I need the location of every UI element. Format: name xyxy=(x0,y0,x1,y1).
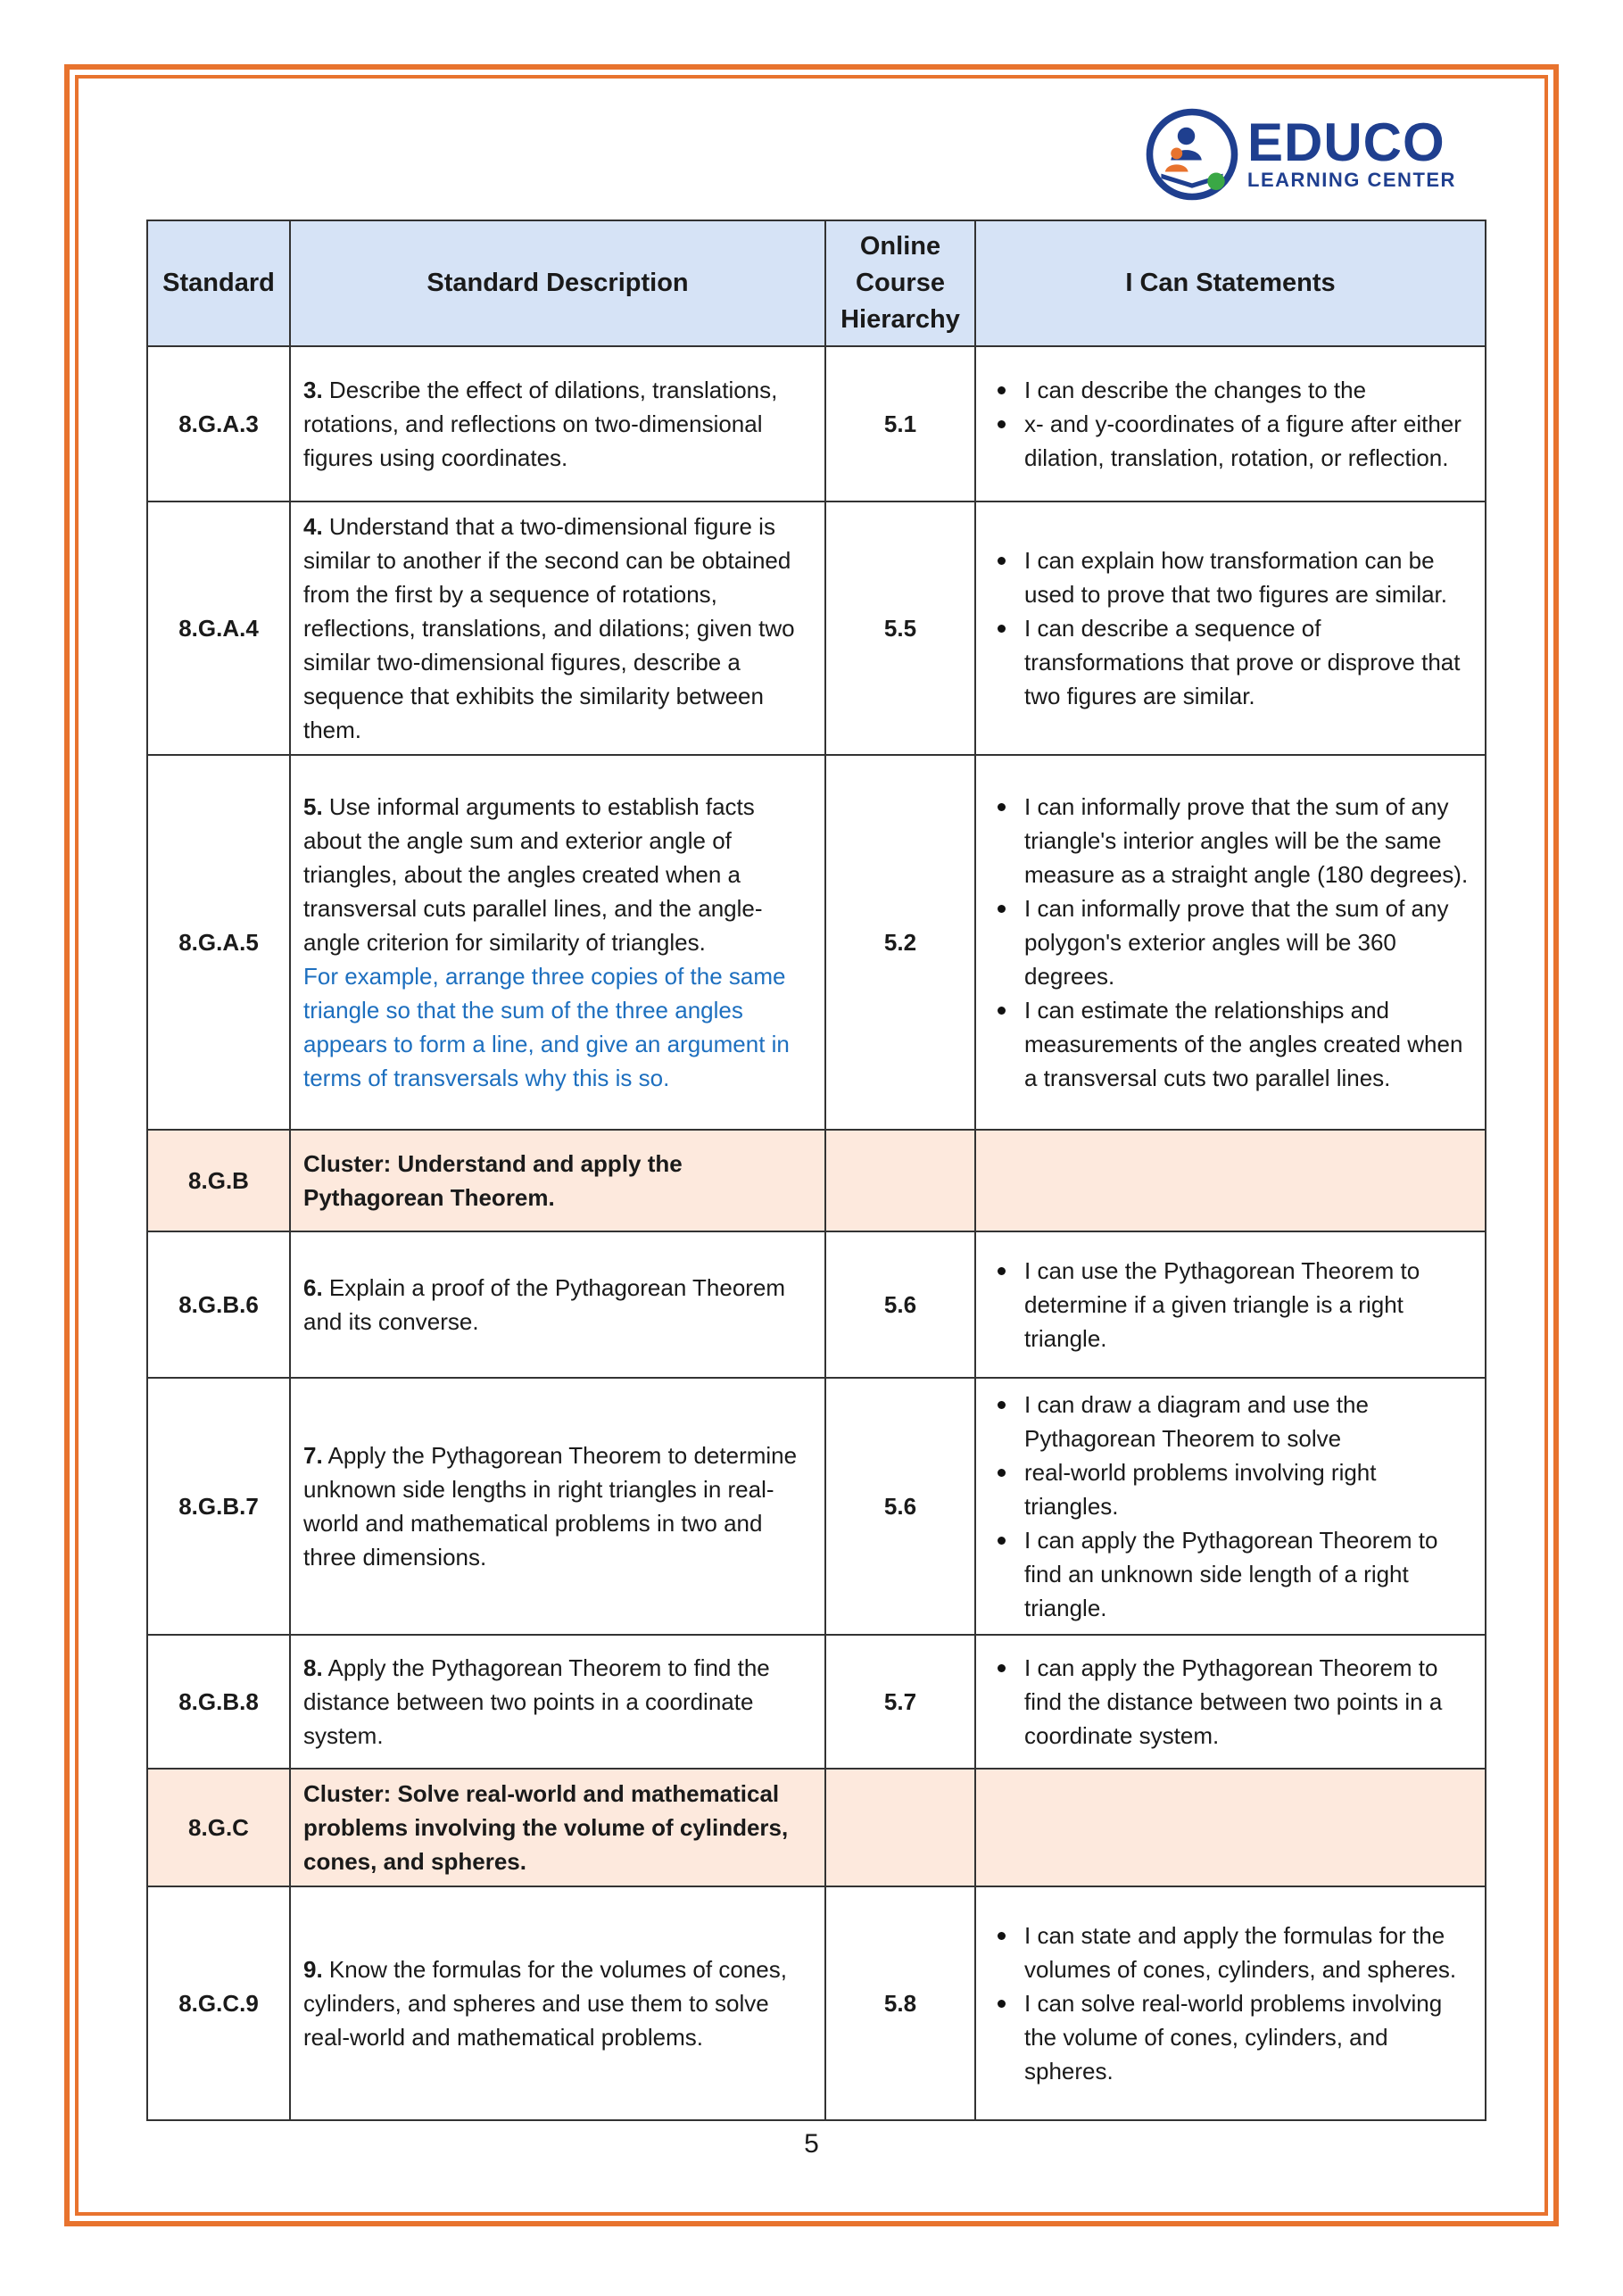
header-description: Standard Description xyxy=(290,220,825,346)
ican-list xyxy=(989,373,1472,475)
ican-statements xyxy=(975,1378,1486,1635)
table-row xyxy=(147,346,1486,501)
ican-list xyxy=(989,1254,1472,1355)
course-hierarchy xyxy=(825,1130,975,1231)
ican-statements xyxy=(975,1886,1486,2120)
ican-statements xyxy=(975,501,1486,755)
educo-logo xyxy=(1144,104,1474,205)
standard-code: 8.G.C xyxy=(147,1769,290,1886)
standard-number: 5. xyxy=(303,793,323,820)
ican-item: I can use the Pythagorean Theorem to determine if a given triangle is a right triangle. xyxy=(989,1254,1472,1355)
standard-description-text: Understand that a two-dimensional figure is similar to another if the second can be obtained from the first by a sequence of rotations, reflections, translations, and dilations; given two similar two-dimensional figures, describe a sequence that exhibits the similarity between them. xyxy=(303,513,795,743)
standard-description-text: Explain a proof of the Pythagorean Theorem and its converse. xyxy=(303,1274,786,1335)
course-hierarchy: 5.8 xyxy=(825,1886,975,2120)
course-hierarchy: 5.5 xyxy=(825,501,975,755)
standard-number: 7. xyxy=(303,1442,323,1469)
ican-statements xyxy=(975,755,1486,1130)
table-row xyxy=(147,755,1486,1130)
page-number: 5 xyxy=(804,2129,819,2159)
standard-number: 8. xyxy=(303,1654,323,1681)
standard-number: 3. xyxy=(303,377,323,403)
ican-list xyxy=(989,1651,1472,1753)
course-hierarchy: 5.6 xyxy=(825,1231,975,1378)
table-row xyxy=(147,1231,1486,1378)
cluster-row xyxy=(147,1130,1486,1231)
ican-item: I can apply the Pythagorean Theorem to find an unknown side length of a right triangle. xyxy=(989,1523,1472,1625)
ican-list xyxy=(989,1388,1472,1625)
standard-description xyxy=(290,755,825,1130)
standard-description-text: Apply the Pythagorean Theorem to determine unknown side lengths in right triangles in real-world and mathematical problems in two and three dimensions. xyxy=(303,1442,798,1571)
ican-item: real-world problems involving right triangles. xyxy=(989,1455,1472,1523)
ican-item: I can apply the Pythagorean Theorem to find the distance between two points in a coordinate system. xyxy=(989,1651,1472,1753)
table-row xyxy=(147,1635,1486,1769)
ican-statements xyxy=(975,1231,1486,1378)
table-row xyxy=(147,1886,1486,2120)
ican-list xyxy=(989,790,1472,1095)
header-ican: I Can Statements xyxy=(975,220,1486,346)
ican-item: I can estimate the relationships and measurements of the angles created when a transversal cuts two parallel lines. xyxy=(989,993,1472,1095)
standard-description xyxy=(290,346,825,501)
standard-description-text: Know the formulas for the volumes of cones, cylinders, and spheres and use them to solve real-world and mathematical problems. xyxy=(303,1956,787,2051)
standard-number: 9. xyxy=(303,1956,323,1983)
course-hierarchy: 5.6 xyxy=(825,1378,975,1635)
standard-number: 4. xyxy=(303,513,323,540)
standard-description-text: Use informal arguments to establish facts about the angle sum and exterior angle of triangles, about the angles created when a transversal cuts parallel lines, and the angle-angle criterion for similarity of triangles. xyxy=(303,793,763,956)
standard-code: 8.G.B.6 xyxy=(147,1231,290,1378)
ican-item: I can describe a sequence of transformations that prove or disprove that two figures are similar. xyxy=(989,611,1472,713)
standard-description xyxy=(290,1635,825,1769)
ican-statements xyxy=(975,1635,1486,1769)
table-header-row xyxy=(147,220,1486,346)
table-row xyxy=(147,1378,1486,1635)
standard-code: 8.G.B xyxy=(147,1130,290,1231)
course-hierarchy: 5.1 xyxy=(825,346,975,501)
ican-item: I can informally prove that the sum of any triangle's interior angles will be the same measure as a straight angle (180 degrees). xyxy=(989,790,1472,891)
standard-number: 6. xyxy=(303,1274,323,1301)
educo-logo-icon xyxy=(1144,106,1240,203)
standard-code: 8.G.B.7 xyxy=(147,1378,290,1635)
ican-list xyxy=(989,1919,1472,2088)
standard-code: 8.G.A.5 xyxy=(147,755,290,1130)
ican-statements xyxy=(975,1130,1486,1231)
logo-name: EDUCO xyxy=(1247,112,1445,172)
cluster-description: Cluster: Understand and apply the Pythagorean Theorem. xyxy=(290,1130,825,1231)
header-standard: Standard xyxy=(147,220,290,346)
ican-item: I can state and apply the formulas for the volumes of cones, cylinders, and spheres. xyxy=(989,1919,1472,1986)
standard-description-text: Describe the effect of dilations, translations, rotations, and reflections on two-dimensional figures using coordinates. xyxy=(303,377,778,471)
standard-description xyxy=(290,501,825,755)
cluster-row xyxy=(147,1769,1486,1886)
ican-item: I can draw a diagram and use the Pythagorean Theorem to solve xyxy=(989,1388,1472,1455)
ican-statements xyxy=(975,346,1486,501)
course-hierarchy: 5.2 xyxy=(825,755,975,1130)
ican-item: x- and y-coordinates of a figure after either dilation, translation, rotation, or reflection. xyxy=(989,407,1472,475)
standard-code: 8.G.A.3 xyxy=(147,346,290,501)
header-hierarchy: Online Course Hierarchy xyxy=(825,220,975,346)
standard-code: 8.G.C.9 xyxy=(147,1886,290,2120)
ican-item: I can informally prove that the sum of any polygon's exterior angles will be 360 degrees. xyxy=(989,891,1472,993)
ican-list xyxy=(989,543,1472,713)
cluster-description: Cluster: Solve real-world and mathematical problems involving the volume of cylinders, cones, and spheres. xyxy=(290,1769,825,1886)
ican-item: I can solve real-world problems involving the volume of cones, cylinders, and spheres. xyxy=(989,1986,1472,2088)
standards-table xyxy=(146,220,1486,2121)
ican-item: I can explain how transformation can be used to prove that two figures are similar. xyxy=(989,543,1472,611)
standard-example: For example, arrange three copies of the same triangle so that the sum of the three angles appears to form a line, and give an argument in terms of transversals why this is so. xyxy=(303,963,790,1091)
course-hierarchy xyxy=(825,1769,975,1886)
standard-description xyxy=(290,1231,825,1378)
standard-description xyxy=(290,1378,825,1635)
table-row xyxy=(147,501,1486,755)
logo-subtitle: LEARNING CENTER xyxy=(1247,169,1456,191)
ican-item: I can describe the changes to the xyxy=(989,373,1472,407)
standard-description-text: Apply the Pythagorean Theorem to find the distance between two points in a coordinate system. xyxy=(303,1654,770,1749)
standard-description xyxy=(290,1886,825,2120)
standard-code: 8.G.B.8 xyxy=(147,1635,290,1769)
standard-code: 8.G.A.4 xyxy=(147,501,290,755)
course-hierarchy: 5.7 xyxy=(825,1635,975,1769)
ican-statements xyxy=(975,1769,1486,1886)
